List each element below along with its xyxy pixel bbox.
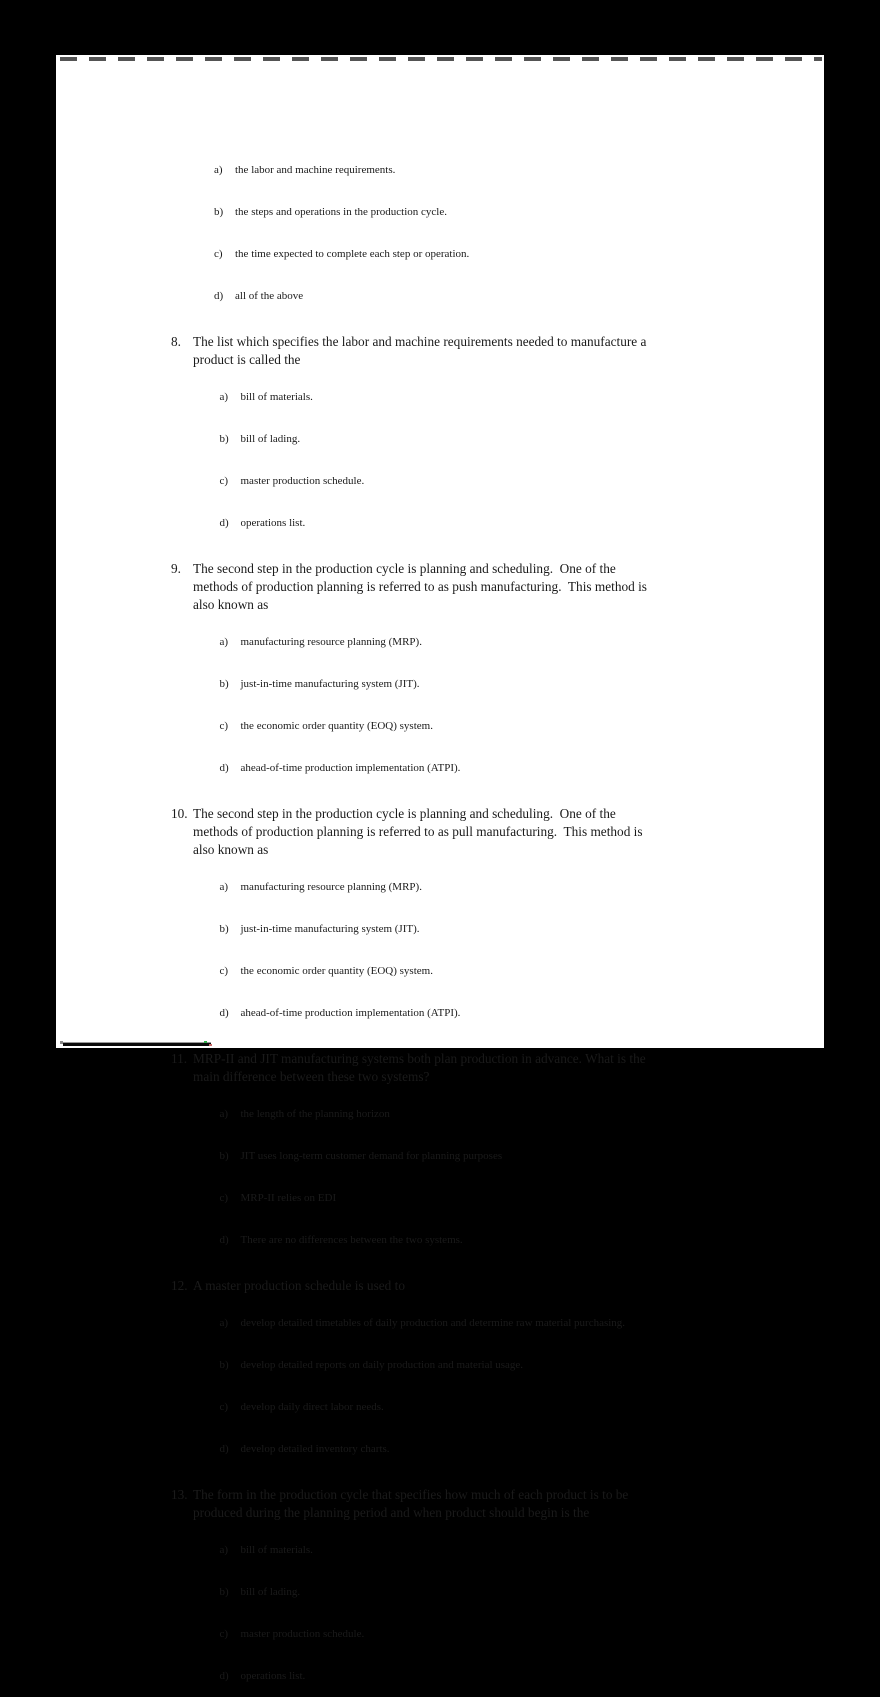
option-label: a) [219, 1544, 229, 1556]
question-number: 8. [171, 334, 181, 349]
option-label: d) [219, 517, 229, 529]
option-label: d) [214, 290, 224, 302]
answer-option [171, 1302, 824, 1344]
option-label: b) [219, 678, 229, 690]
option-label: c) [219, 1401, 229, 1413]
question-text [193, 1486, 824, 1522]
option-text: develop daily direct labor needs. [240, 1401, 384, 1413]
question-text [193, 805, 824, 859]
answer-option [171, 376, 824, 418]
answer-option [171, 1344, 824, 1386]
question-text-line: main difference between these two systems? [193, 1069, 430, 1084]
option-label: b) [219, 1586, 229, 1598]
option-text: just-in-time manufacturing system (JIT). [240, 923, 420, 935]
question-text [193, 333, 824, 369]
question-text-line: A master production schedule is used to [193, 1278, 405, 1293]
question-text-line: also known as [193, 842, 269, 857]
option-label: d) [219, 1670, 229, 1682]
question-text-line: also known as [193, 597, 269, 612]
answer-option [171, 233, 824, 275]
question-stem [171, 1277, 824, 1295]
answer-option [171, 1613, 824, 1655]
question-text-line: The second step in the production cycle is planning and scheduling. One of the [193, 561, 616, 576]
question-text-line: The second step in the production cycle is planning and scheduling. One of the [193, 806, 616, 821]
option-text: the time expected to complete each step or operation. [235, 248, 470, 260]
answer-options [171, 1093, 824, 1261]
option-label: c) [219, 1628, 229, 1640]
question-text-line: methods of production planning is referred to as pull manufacturing. This method is [193, 824, 643, 839]
answer-option [171, 705, 824, 747]
option-label: d) [219, 1007, 229, 1019]
answer-option [171, 460, 824, 502]
document-page [56, 55, 824, 1682]
option-text: manufacturing resource planning (MRP). [240, 881, 422, 893]
question-text-line: product is called the [193, 352, 301, 367]
answer-option [171, 1428, 824, 1470]
answer-options [171, 621, 824, 789]
answer-option [171, 1655, 824, 1697]
option-text: bill of materials. [240, 1544, 313, 1556]
option-label: c) [219, 720, 229, 732]
question-text-line: methods of production planning is referred to as push manufacturing. This method is [193, 579, 647, 594]
answer-option [171, 992, 824, 1034]
option-text: bill of lading. [240, 1586, 301, 1598]
option-label: c) [219, 965, 229, 977]
answer-option [171, 149, 824, 191]
option-text: the steps and operations in the production cycle. [235, 206, 447, 218]
answer-option [171, 1219, 824, 1261]
option-text: master production schedule. [240, 1628, 365, 1640]
question-block-11 [171, 1050, 824, 1261]
scan-artifact-green-speck [204, 1041, 207, 1043]
option-text: the economic order quantity (EOQ) system. [240, 965, 433, 977]
question-stem [171, 560, 824, 614]
footnote-separator-line [63, 1042, 211, 1046]
answer-option [171, 1135, 824, 1177]
option-label: a) [219, 1317, 229, 1329]
question-block-9 [171, 560, 824, 789]
option-label: a) [219, 391, 229, 403]
option-label: c) [219, 475, 229, 487]
answer-option [171, 866, 824, 908]
answer-options [171, 1302, 824, 1470]
answer-option [171, 747, 824, 789]
answer-option [171, 950, 824, 992]
option-text: the labor and machine requirements. [235, 164, 396, 176]
option-label: c) [214, 248, 223, 260]
answer-option [171, 1386, 824, 1428]
option-label: c) [219, 1192, 229, 1204]
question-text-line: The form in the production cycle that specifies how much of each product is to be [193, 1487, 629, 1502]
question-stem [171, 1486, 824, 1522]
answer-option [171, 1093, 824, 1135]
option-text: operations list. [240, 517, 306, 529]
option-text: bill of materials. [240, 391, 313, 403]
answer-option [171, 1571, 824, 1613]
scan-artifact-top-edge [60, 57, 822, 61]
option-text: just-in-time manufacturing system (JIT). [240, 678, 420, 690]
option-label: a) [214, 164, 223, 176]
option-text: MRP-II relies on EDI [240, 1192, 337, 1204]
option-text: manufacturing resource planning (MRP). [240, 636, 422, 648]
question-number: 12. [171, 1278, 188, 1293]
answer-option [171, 191, 824, 233]
option-text: bill of lading. [240, 433, 301, 445]
option-label: d) [219, 1443, 229, 1455]
question-text [193, 1050, 824, 1086]
option-text: ahead-of-time production implementation (ATPI). [240, 762, 461, 774]
option-text: develop detailed inventory charts. [240, 1443, 390, 1455]
orphan-answer-options [171, 149, 824, 317]
option-label: d) [219, 762, 229, 774]
option-text: the economic order quantity (EOQ) system. [240, 720, 433, 732]
option-text: develop detailed reports on daily production and material usage. [240, 1359, 524, 1371]
answer-option [171, 1529, 824, 1571]
question-stem [171, 333, 824, 369]
option-label: b) [219, 433, 229, 445]
option-label: b) [219, 1359, 229, 1371]
question-block-8 [171, 333, 824, 544]
answer-option [171, 1177, 824, 1219]
option-text: There are no differences between the two systems. [240, 1234, 463, 1246]
answer-options [171, 866, 824, 1034]
option-label: b) [214, 206, 224, 218]
question-text [193, 560, 824, 614]
option-label: b) [219, 923, 229, 935]
question-block-10 [171, 805, 824, 1034]
option-label: a) [219, 881, 229, 893]
question-stem [171, 1050, 824, 1086]
question-block-13 [171, 1486, 824, 1697]
option-text: JIT uses long-term customer demand for planning purposes [240, 1150, 503, 1162]
question-block-12 [171, 1277, 824, 1470]
answer-options [171, 1529, 824, 1697]
answer-option [171, 621, 824, 663]
answer-option [171, 908, 824, 950]
option-label: b) [219, 1150, 229, 1162]
option-text: master production schedule. [240, 475, 365, 487]
question-text-line: MRP-II and JIT manufacturing systems both plan production in advance. What is the [193, 1051, 646, 1066]
answer-option [171, 502, 824, 544]
question-number: 9. [171, 561, 181, 576]
answer-option [171, 275, 824, 317]
option-label: a) [219, 636, 229, 648]
option-text: the length of the planning horizon [240, 1108, 390, 1120]
question-number: 10. [171, 806, 188, 821]
question-text [193, 1277, 824, 1295]
answer-option [171, 418, 824, 460]
option-label: d) [219, 1234, 229, 1246]
option-text: operations list. [240, 1670, 306, 1682]
question-stem [171, 805, 824, 859]
option-text: develop detailed timetables of daily production and determine raw material purchasing. [240, 1317, 626, 1329]
question-text-line: The list which specifies the labor and machine requirements needed to manufacture a [193, 334, 647, 349]
option-text: ahead-of-time production implementation (ATPI). [240, 1007, 461, 1019]
option-text: all of the above [235, 290, 304, 302]
question-number: 11. [171, 1051, 188, 1066]
answer-options [171, 376, 824, 544]
page-content [56, 55, 824, 1697]
question-number: 13. [171, 1487, 188, 1502]
question-text-line: produced during the planning period and when product should begin is the [193, 1505, 590, 1520]
option-label: a) [219, 1108, 229, 1120]
answer-option [171, 663, 824, 705]
scan-artifact-red-speck [209, 1044, 212, 1046]
